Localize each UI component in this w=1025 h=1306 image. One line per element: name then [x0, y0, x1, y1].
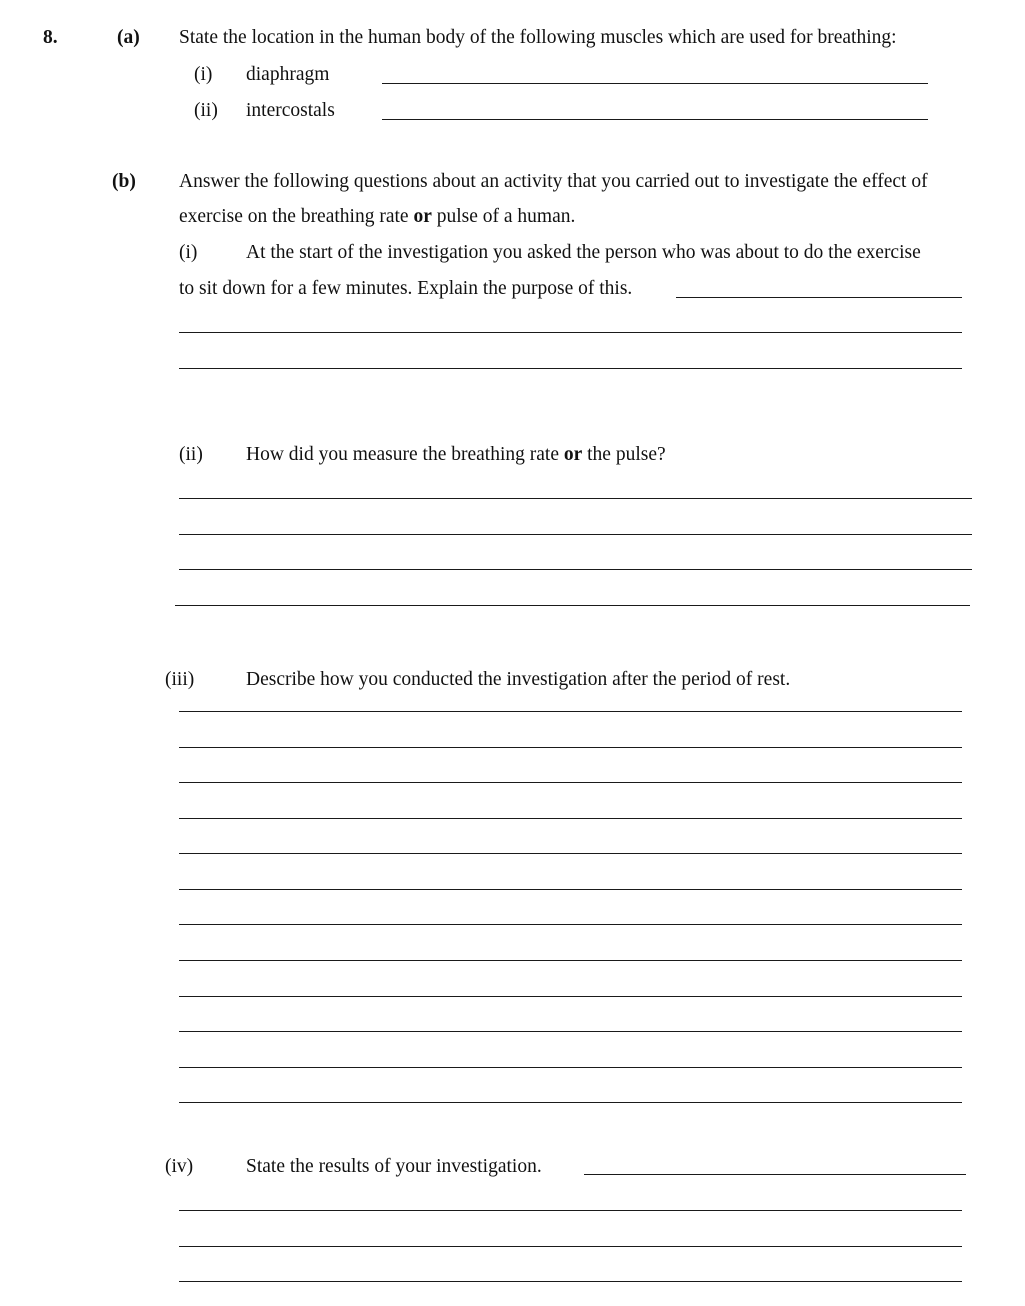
part-a-ii-text: intercostals	[246, 100, 335, 121]
answer-line-b-ii-2[interactable]	[179, 534, 972, 535]
part-a-i-label: (i)	[194, 64, 213, 85]
part-b-iii-label: (iii)	[165, 669, 195, 690]
answer-line-a-i[interactable]	[382, 83, 928, 84]
answer-line-a-ii[interactable]	[382, 119, 928, 120]
answer-line-b-iii-2[interactable]	[179, 747, 962, 748]
part-b-i-line1: At the start of the investigation you asked the person who was about to do the exercise	[246, 242, 921, 263]
answer-line-b-iv-1[interactable]	[584, 1174, 966, 1175]
answer-line-b-iii-5[interactable]	[179, 853, 962, 854]
answer-line-b-iii-8[interactable]	[179, 960, 962, 961]
part-b-iv-text: State the results of your investigation.	[246, 1156, 542, 1177]
answer-line-b-iii-12[interactable]	[179, 1102, 962, 1103]
answer-line-b-iv-4[interactable]	[179, 1281, 962, 1282]
answer-line-b-ii-1[interactable]	[179, 498, 972, 499]
answer-line-b-iii-7[interactable]	[179, 924, 962, 925]
answer-line-b-ii-4[interactable]	[175, 605, 970, 606]
part-b-iii-text: Describe how you conducted the investigation after the period of rest.	[246, 669, 791, 690]
part-a-label: (a)	[117, 27, 140, 48]
answer-line-b-iv-3[interactable]	[179, 1246, 962, 1247]
answer-line-b-iii-6[interactable]	[179, 889, 962, 890]
answer-line-b-iii-11[interactable]	[179, 1067, 962, 1068]
answer-line-b-ii-3[interactable]	[179, 569, 972, 570]
answer-line-b-iii-9[interactable]	[179, 996, 962, 997]
part-b-stem-line2: exercise on the breathing rate or pulse of a human.	[179, 206, 576, 227]
part-b-i-label: (i)	[179, 242, 198, 263]
part-b-iv-label: (iv)	[165, 1156, 194, 1177]
part-a-ii-label: (ii)	[194, 100, 218, 121]
part-b-label: (b)	[112, 171, 136, 192]
answer-line-b-iii-1[interactable]	[179, 711, 962, 712]
answer-line-b-i-2[interactable]	[179, 332, 962, 333]
answer-line-b-iii-3[interactable]	[179, 782, 962, 783]
part-b-stem-line1: Answer the following questions about an activity that you carried out to investigate the effect of	[179, 171, 928, 192]
part-a-i-text: diaphragm	[246, 64, 330, 85]
answer-line-b-iii-4[interactable]	[179, 818, 962, 819]
answer-line-b-iii-10[interactable]	[179, 1031, 962, 1032]
answer-line-b-iv-2[interactable]	[179, 1210, 962, 1211]
part-a-stem: State the location in the human body of the following muscles which are used for breathing:	[179, 27, 897, 48]
part-b-ii-text: How did you measure the breathing rate or the pulse?	[246, 444, 666, 465]
answer-line-b-i-1[interactable]	[676, 297, 962, 298]
part-b-i-line2: to sit down for a few minutes. Explain the purpose of this.	[179, 278, 633, 299]
part-b-ii-label: (ii)	[179, 444, 203, 465]
question-number: 8.	[43, 27, 58, 48]
answer-line-b-i-3[interactable]	[179, 368, 962, 369]
